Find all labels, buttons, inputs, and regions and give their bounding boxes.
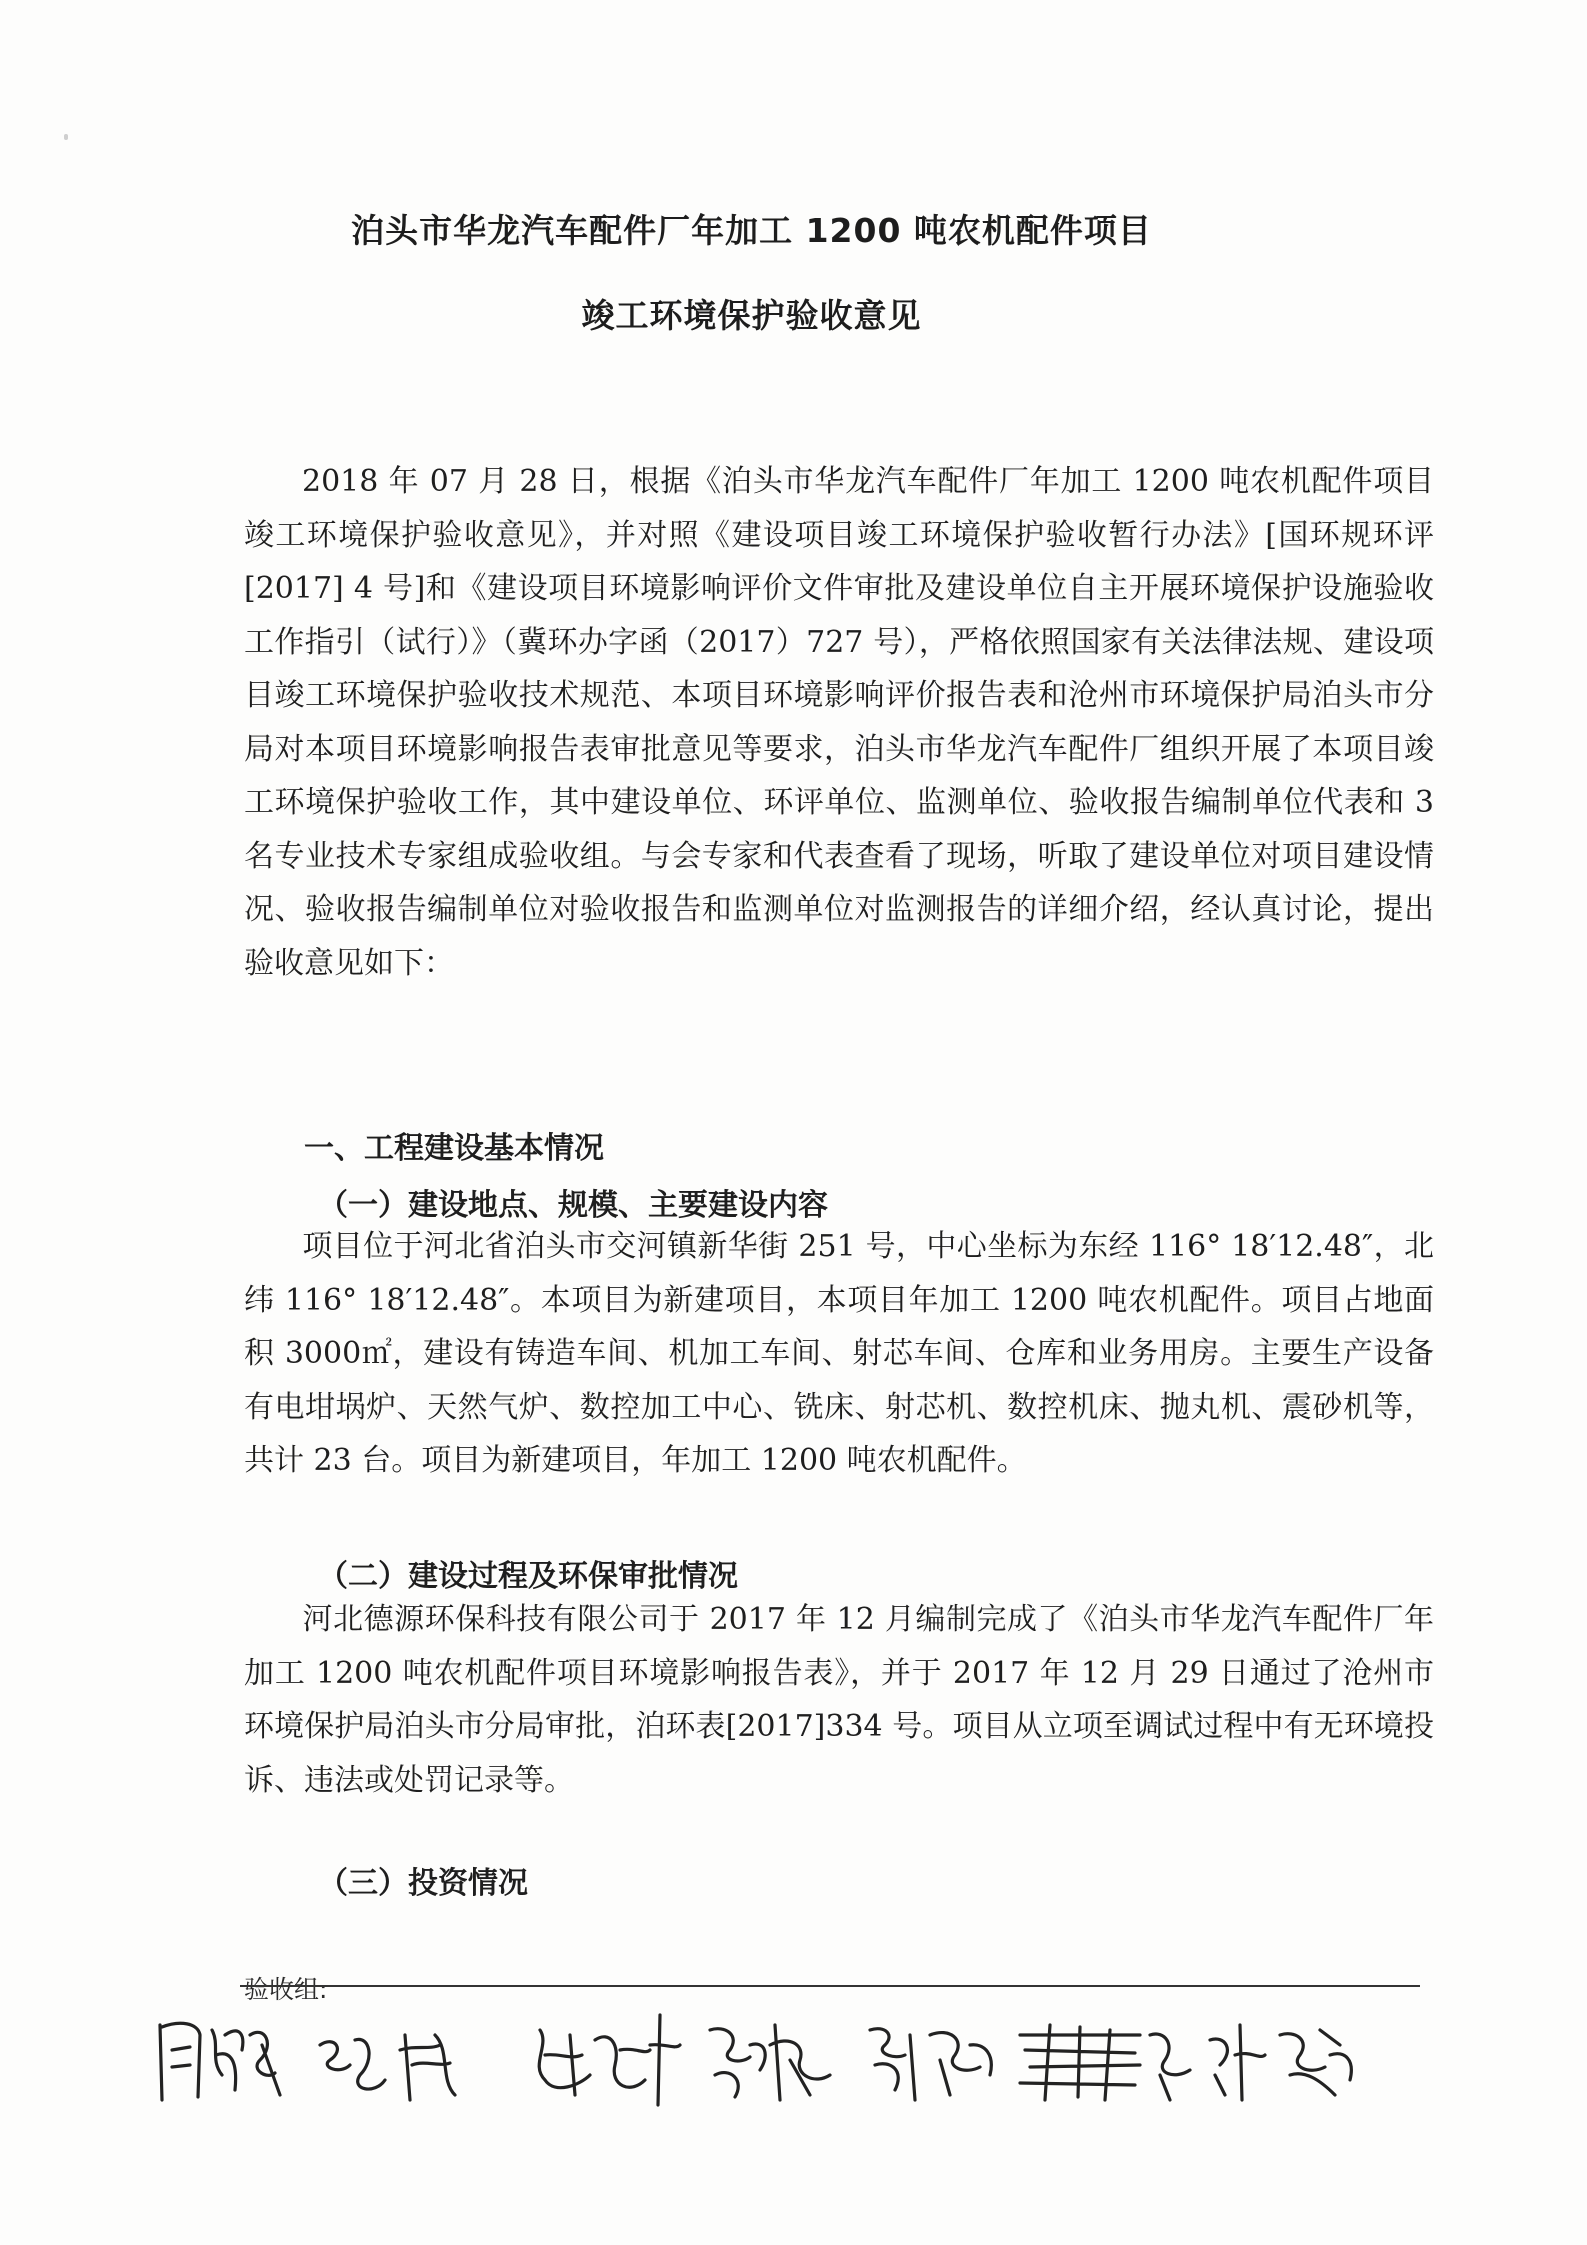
intro-paragraph-text: 2018 年 07 月 28 日，根据《泊头市华龙汽车配件厂年加工 1200 吨农机配件项目竣工环境保护验收意见》，并对照《建设项目竣工环境保护验收暂行办法》[国环规环评[2017] 4 号]和《建设项目环境影响评价文件审批及建设单位自主开展环境保护设施验收工作指引（试行）》（冀环办字函（2017）727 号），严格依照国家有关法律法规、建设项目竣工环境保护验收技术规范、本项目环境影响评价报告表和沧州市环境保护局泊头市分局对本项目环境影响报告表审批意见等要求，泊头市华龙汽车配件厂组织开展了本项目竣工环境保护验收工作，其中建设单位、环评单位、监测单位、验收报告编制单位代表和 3 名专业技术专家组成验收组。与会专家和代表查看了现场，听取了建设单位对项目建设情况、验收报告编制单位对验收报告和监测单位对监测报告的详细介绍，经认真讨论，提出验收意见如下： [244,464,1434,981]
handwritten-signatures [150,2005,1420,2115]
subsection2-heading: （二）建设过程及环保审批情况 [318,1559,738,1594]
acceptance-group-label: 验收组: [244,1975,328,2004]
subsection3-heading: （三）投资情况 [318,1866,528,1901]
subsection1-heading: （一）建设地点、规模、主要建设内容 [318,1188,828,1223]
intro-paragraph [244,455,1434,990]
subsection2-paragraph [244,1593,1434,1807]
subsection2-text: 河北德源环保科技有限公司于 2017 年 12 月编制完成了《泊头市华龙汽车配件厂年加工 1200 吨农机配件项目环境影响报告表》，并于 2017 年 12 月 29 日通过了沧州市环境保护局泊头市分局审批，泊环表[2017]334 号。项目从立项至调试过程中有无环境投诉、违法或处罚记录等。 [244,1602,1434,1798]
subsection1-paragraph [244,1220,1434,1488]
signatures-drawing [150,2005,1420,2115]
document-title-line2: 竣工环境保护验收意见 [581,296,922,335]
footer-divider [240,1985,1420,1987]
scan-speck [64,134,68,140]
document-title-line1: 泊头市华龙汽车配件厂年加工 1200 吨农机配件项目 [351,211,1152,250]
section1-heading: 一、工程建设基本情况 [304,1131,604,1166]
subsection1-text: 项目位于河北省泊头市交河镇新华街 251 号，中心坐标为东经 116° 18′12.48″，北纬 116° 18′12.48″。本项目为新建项目，本项目年加工 1200 吨农机配件。项目占地面积 3000㎡，建设有铸造车间、机加工车间、射芯车间、仓库和业务用房。主要生产设备有电坩埚炉、天然气炉、数控加工中心、铣床、射芯机、数控机床、抛丸机、震砂机等，共计 23 台。项目为新建项目，年加工 1200 吨农机配件。 [244,1229,1434,1478]
